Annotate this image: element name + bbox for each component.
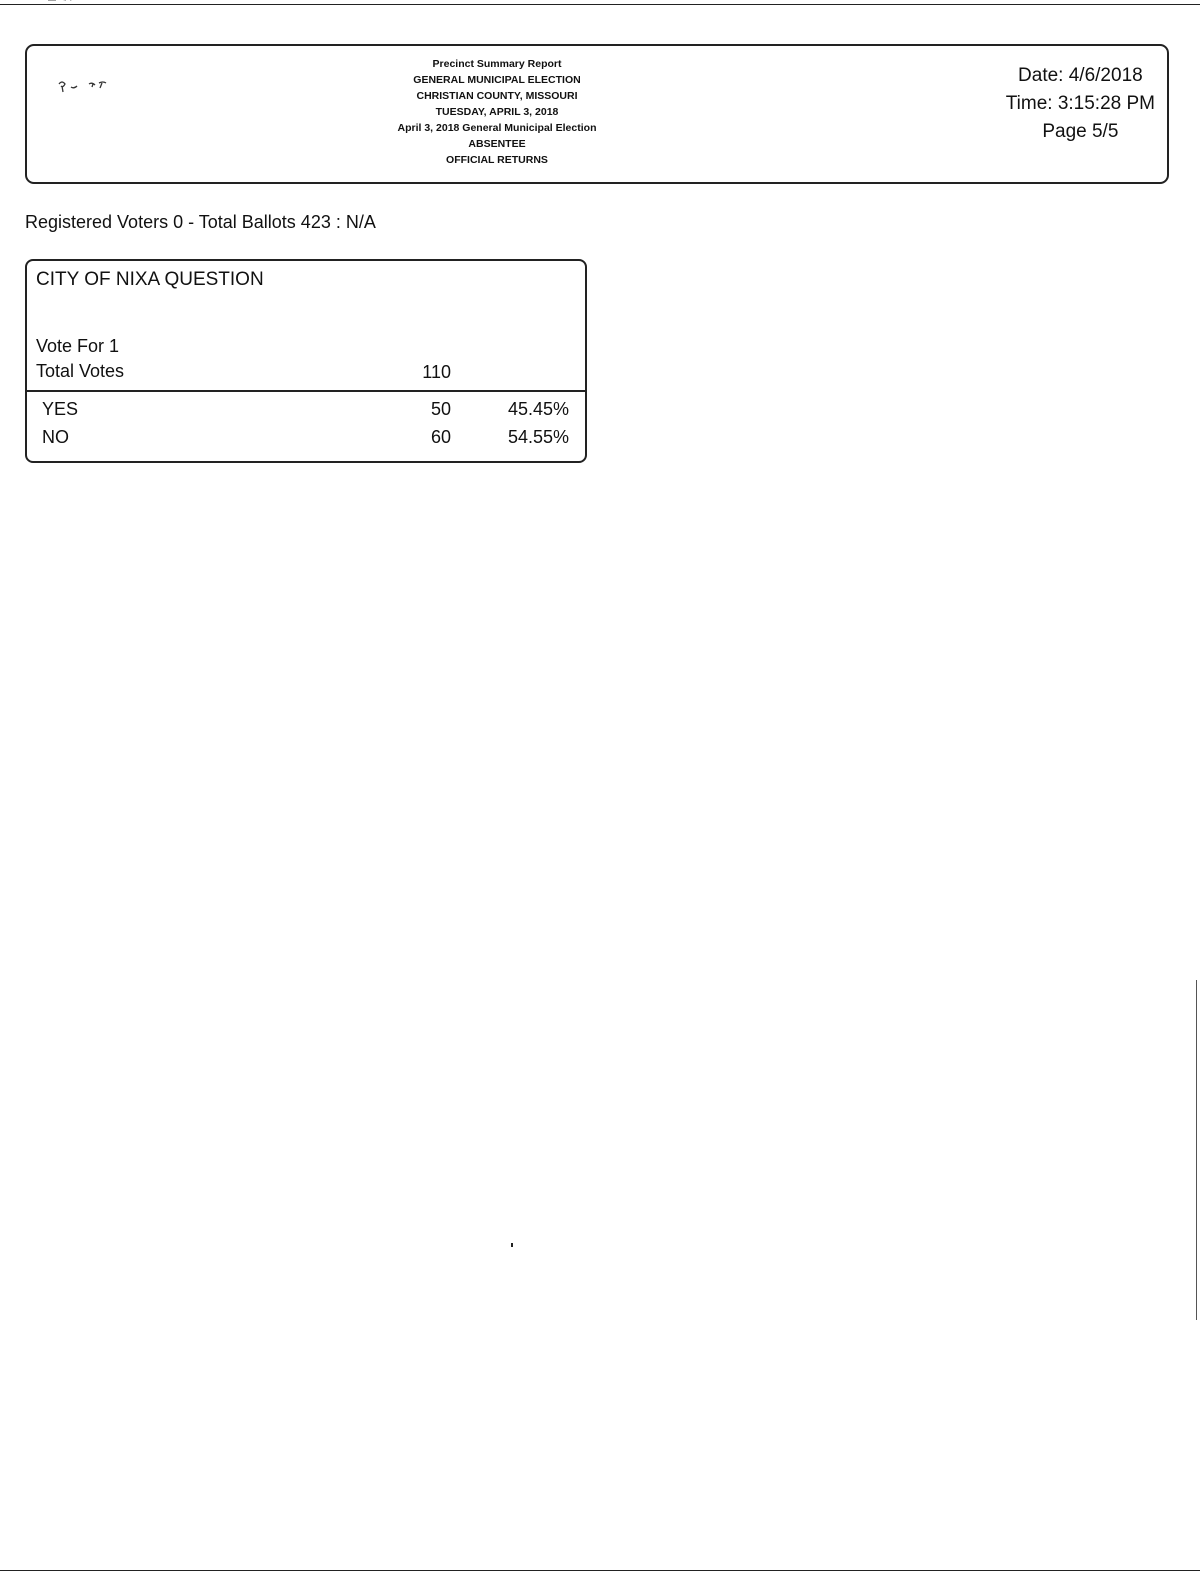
report-title-block (357, 56, 637, 168)
election-day: TUESDAY, APRIL 3, 2018 (435, 106, 559, 118)
scan-speck (511, 1243, 513, 1247)
choice-votes: 60 (430, 427, 451, 447)
bottom-border-line (0, 1570, 1200, 1571)
scan-artifact-mark (44, 0, 104, 2)
scan-edge-line (1196, 980, 1197, 1320)
choice-label: YES (42, 399, 79, 419)
vote-for-label: Vote For 1 (36, 336, 120, 356)
election-name: GENERAL MUNICIPAL ELECTION (413, 74, 581, 86)
results-divider (27, 390, 585, 392)
contest-title: CITY OF NIXA QUESTION (36, 269, 264, 290)
choice-percent: 45.45% (507, 399, 569, 419)
choice-row-yes (27, 399, 585, 427)
contest-results-box (25, 259, 587, 463)
report-time: Time: 3:15:28 PM (1005, 93, 1155, 114)
choice-votes: 50 (430, 399, 451, 419)
report-meta (1006, 62, 1155, 146)
total-votes-label: Total Votes (36, 361, 125, 381)
total-votes-value: 110 (422, 362, 451, 382)
choice-percent: 54.55% (507, 427, 569, 447)
choice-row-no (27, 427, 585, 455)
top-border-line (0, 4, 1200, 5)
report-title: Precinct Summary Report (432, 58, 562, 70)
precinct-name: ABSENTEE (468, 138, 526, 150)
report-date: Date: 4/6/2018 (1018, 65, 1143, 86)
handwritten-mark (57, 74, 137, 96)
choice-label: NO (42, 427, 69, 447)
report-header (25, 44, 1169, 184)
registered-voters-summary: Registered Voters 0 - Total Ballots 423 : N/A (25, 212, 376, 232)
page-number: Page 5/5 (1042, 121, 1119, 142)
choice-list (27, 399, 585, 455)
returns-status: OFFICIAL RETURNS (446, 154, 548, 166)
election-description: April 3, 2018 General Municipal Election (397, 122, 597, 134)
county-name: CHRISTIAN COUNTY, MISSOURI (416, 90, 578, 102)
